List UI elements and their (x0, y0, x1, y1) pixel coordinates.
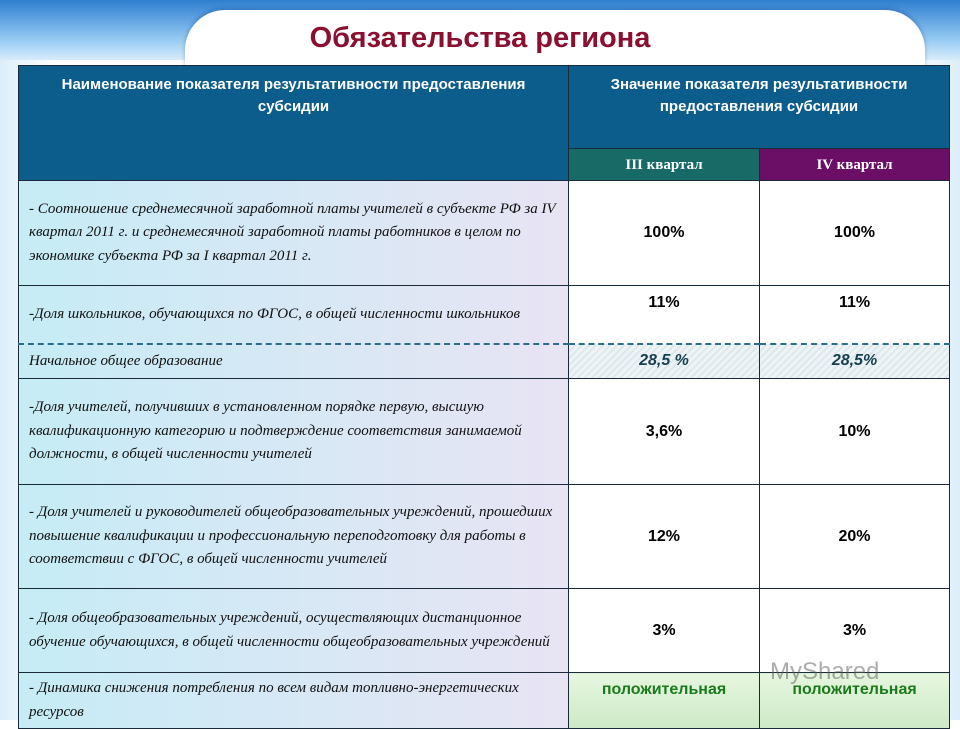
row-q4-value: 100% (760, 181, 950, 286)
row-name: -Доля школьников, обучающихся по ФГОС, в общей численности школьников (19, 286, 569, 344)
row-name: - Доля общеобразовательных учреждений, осуществляющих дистанционное обучение обучающихся, в общей численности общеобразовательных учреждений (19, 589, 569, 673)
row-q4-value: 20% (760, 485, 950, 589)
table-row (19, 485, 950, 589)
row-name: - Доля учителей и руководителей общеобразовательных учреждений, прошедших повышение квалификации и профессиональную переподготовку для работы в соответствии с ФГОС, в общей численности учителей (19, 485, 569, 589)
row-q3-value: 11% (569, 286, 760, 344)
header-indicator-name: Наименование показателя результативности предоставления субсидии (19, 66, 569, 181)
watermark: MyShared (770, 658, 880, 685)
row-name: - Динамика снижения потребления по всем видам топливно-энергетических ресурсов (19, 673, 569, 729)
row-name: Начальное общее образование (19, 344, 569, 379)
header-indicator-value: Значение показателя результативности предоставления субсидии (569, 66, 950, 149)
row-q4-value: 28,5% (760, 344, 950, 379)
row-q4-value: положительная (760, 673, 950, 729)
table-row (19, 286, 950, 344)
row-q4-value: 11% (760, 286, 950, 344)
header-q4: IV квартал (760, 149, 950, 181)
header-q3: III квартал (569, 149, 760, 181)
table-row (19, 379, 950, 485)
row-name: -Доля учителей, получивших в установленном порядке первую, высшую квалификационную категорию и подтверждение соответствия занимаемой должности, в общей численности учителей (19, 379, 569, 485)
row-q3-value: положительная (569, 673, 760, 729)
page-title: Обязательства региона (309, 22, 651, 54)
row-q3-value: 28,5 % (569, 344, 760, 379)
indicators-table (18, 65, 950, 729)
row-q4-value: 3% (760, 589, 950, 673)
row-q3-value: 12% (569, 485, 760, 589)
row-q3-value: 3,6% (569, 379, 760, 485)
table-subrow (19, 344, 950, 379)
row-q3-value: 3% (569, 589, 760, 673)
row-q4-value: 10% (760, 379, 950, 485)
row-name: - Соотношение среднемесячной заработной платы учителей в субъекте РФ за IV квартал 2011 г. и среднемесячной заработной платы работников в целом по экономике субъекта РФ за I квартал 2011 г. (19, 181, 569, 286)
table-row (19, 181, 950, 286)
row-q3-value: 100% (569, 181, 760, 286)
